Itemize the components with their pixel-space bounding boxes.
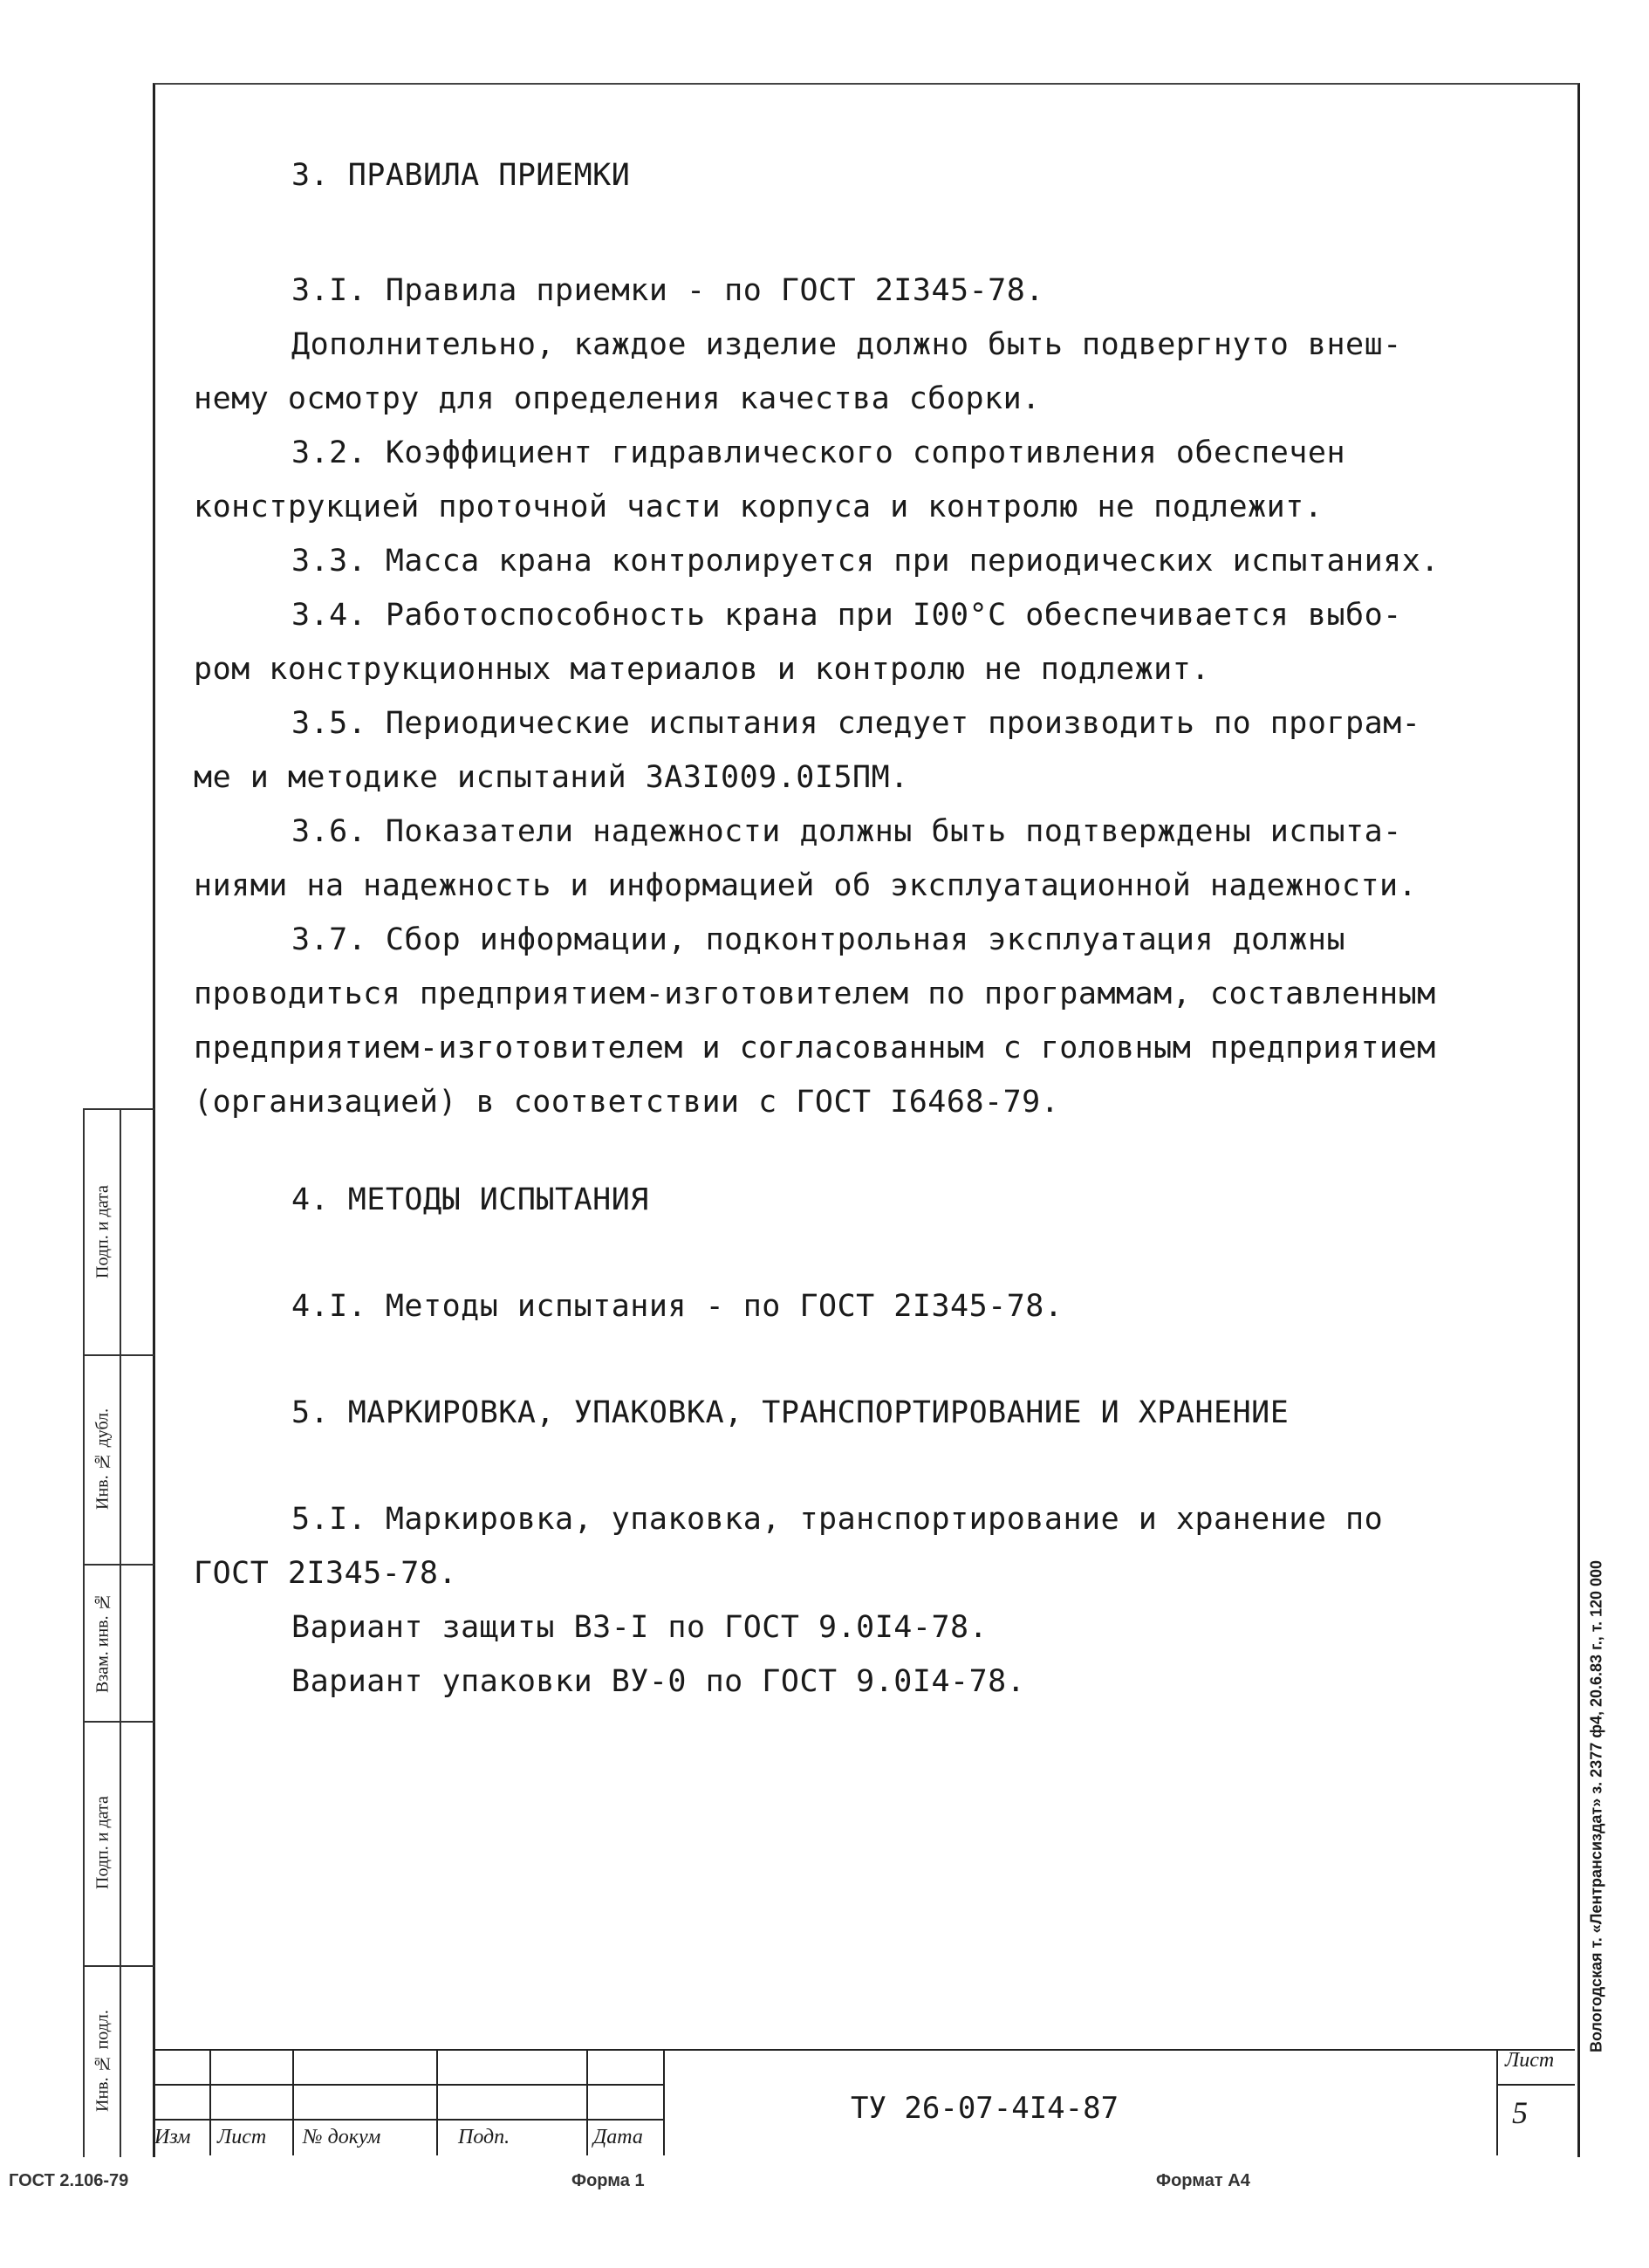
inventory-strip (83, 1108, 154, 2157)
title-block-change-label: Изм (154, 2126, 191, 2148)
clause-3-2-line-2: конструкцией проточной части корпуса и контролю не подлежит. (194, 490, 1324, 524)
title-block (153, 2049, 1575, 2155)
side-label-replacement-inventory: Взам. инв. № (92, 1592, 113, 1693)
title-block-signature-label: Подп. (458, 2126, 510, 2148)
sheet-label: Лист (1505, 2049, 1555, 2072)
title-block-date-label: Дата (593, 2126, 643, 2148)
footer-form: Форма 1 (571, 2171, 645, 2190)
clause-3-5-line-2: ме и методике испытаний ЗА3I009.0I5ПМ. (194, 760, 909, 795)
printing-note: Вологодская т. «Лентрансиздат» з. 2377 ф4, 20.6.83 г., т. 120 000 (1587, 1559, 1605, 2053)
document-code: ТУ 26-07-4I4-87 (851, 2091, 1119, 2126)
section-5-heading: 5. МАРКИРОВКА, УПАКОВКА, ТРАНСПОРТИРОВАНИЕ И ХРАНЕНИЕ (291, 1395, 1290, 1430)
clause-5-1-line-2: ГОСТ 2I345-78. (194, 1556, 458, 1591)
clause-3-1: 3.I. Правила приемки - по ГОСТ 2I345-78. (291, 273, 1044, 308)
side-label-duplicate-inventory: Инв. № дубл. (92, 1408, 113, 1511)
section-4-heading: 4. МЕТОДЫ ИСПЫТАНИЯ (291, 1182, 649, 1217)
clause-5-1-protection: Вариант защиты ВЗ-I по ГОСТ 9.0I4-78. (291, 1610, 989, 1645)
clause-3-5: 3.5. Периодические испытания следует производить по програм- (291, 706, 1421, 741)
title-block-sheet-col-label: Лист (217, 2126, 267, 2148)
clause-3-4: 3.4. Работоспособность крана при I00°С обеспечивается выбо- (291, 598, 1402, 633)
sheet-number: 5 (1512, 2095, 1528, 2130)
clause-4-1: 4.I. Методы испытания - по ГОСТ 2I345-78. (291, 1289, 1064, 1324)
side-label-original-inventory: Инв. № подл. (92, 2010, 113, 2113)
clause-3-2: 3.2. Коэффициент гидравлического сопротивления обеспечен (291, 435, 1346, 470)
clause-3-3: 3.3. Масса крана контролируется при периодических испытаниях. (291, 544, 1440, 579)
clause-3-7-line-2: проводиться предприятием-изготовителем по программам, составленным (194, 976, 1436, 1011)
clause-3-4-line-2: ром конструкционных материалов и контролю не подлежит. (194, 652, 1210, 687)
clause-5-1-packaging: Вариант упаковки ВУ-0 по ГОСТ 9.0I4-78. (291, 1664, 1026, 1699)
clause-5-1: 5.I. Маркировка, упаковка, транспортирование и хранение по (291, 1502, 1384, 1537)
side-label-signature-date-2: Подп. и дата (92, 1796, 113, 1890)
document-body (194, 148, 1555, 1709)
clause-3-7: 3.7. Сбор информации, подконтрольная эксплуатация должны (291, 922, 1346, 957)
clause-3-1-line-3: нему осмотру для определения качества сборки. (194, 381, 1041, 416)
clause-3-7-line-3: предприятием-изготовителем и согласованным с головным предприятием (194, 1031, 1436, 1065)
clause-3-1-line-2: Дополнительно, каждое изделие должно быть подвергнуто внеш- (291, 327, 1402, 362)
clause-3-6-line-2: ниями на надежность и информацией об эксплуатационной надежности. (194, 868, 1418, 903)
footer-gost: ГОСТ 2.106-79 (9, 2171, 129, 2190)
title-block-doc-number-label: № докум (303, 2126, 381, 2148)
clause-3-7-line-4: (организацией) в соответствии с ГОСТ I6468-79. (194, 1085, 1060, 1120)
footer-format: Формат А4 (1156, 2171, 1250, 2190)
section-3-heading: 3. ПРАВИЛА ПРИЕМКИ (291, 158, 631, 193)
side-label-signature-date: Подп. и дата (92, 1185, 113, 1279)
clause-3-6: 3.6. Показатели надежности должны быть подтверждены испыта- (291, 814, 1402, 849)
